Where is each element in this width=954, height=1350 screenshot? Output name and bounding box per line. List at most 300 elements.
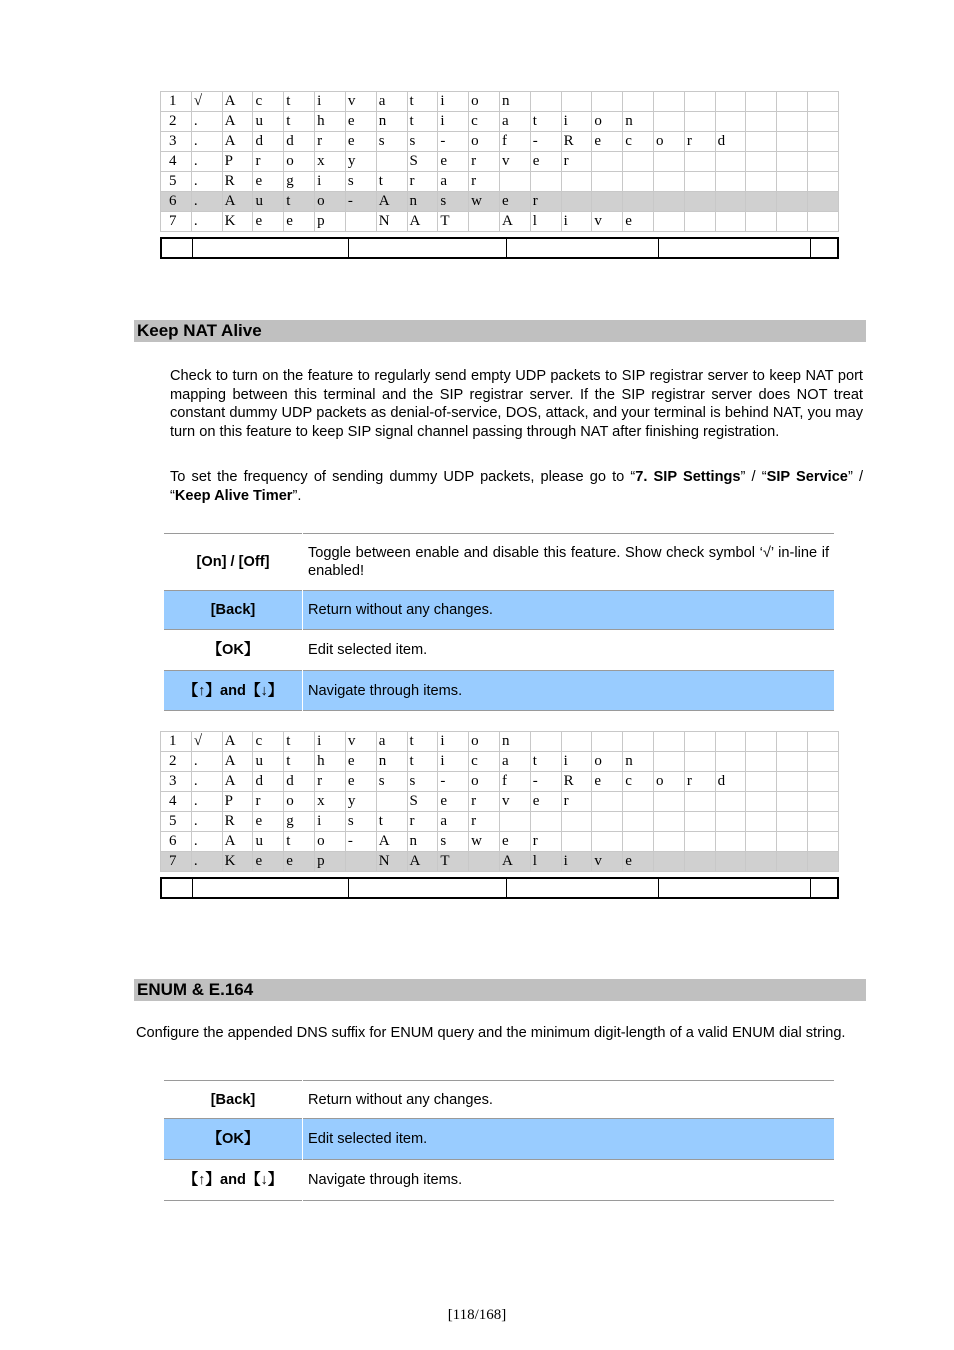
menu-char-cell: e [345, 772, 376, 792]
menu-char-cell: i [315, 812, 346, 832]
menu-char-cell [808, 832, 839, 852]
menu-char-cell: d [253, 772, 284, 792]
menu-char-cell [654, 112, 685, 132]
menu-char-cell [808, 772, 839, 792]
menu-char-cell: e [253, 852, 284, 872]
menu-char-cell: v [345, 732, 376, 752]
menu-char-cell [715, 212, 746, 232]
key-name: [Back] [164, 591, 303, 630]
menu-char-cell [592, 812, 623, 832]
menu-char-cell: a [376, 92, 407, 112]
menu-char-cell [592, 152, 623, 172]
menu-char-cell [746, 112, 777, 132]
menu-char-cell: N [376, 212, 407, 232]
menu-char-cell: l [530, 852, 561, 872]
menu-char-cell [654, 752, 685, 772]
menu-char-cell: c [253, 732, 284, 752]
menu-char-cell [715, 732, 746, 752]
menu-char-cell: A [222, 92, 253, 112]
menu-char-cell: e [438, 152, 469, 172]
menu-char-cell: 2 [161, 112, 192, 132]
menu-char-cell: v [499, 152, 530, 172]
menu-char-cell [715, 752, 746, 772]
menu-char-cell: T [438, 212, 469, 232]
menu-char-cell [654, 92, 685, 112]
menu-char-cell: A [222, 772, 253, 792]
menu-char-cell: v [499, 792, 530, 812]
menu-char-cell: s [407, 772, 438, 792]
menu-char-cell: t [407, 92, 438, 112]
menu-char-cell: d [715, 132, 746, 152]
menu-char-cell: A [222, 132, 253, 152]
menu-char-cell [746, 132, 777, 152]
keep-nat-description: Check to turn on the feature to regularly send empty UDP packets to SIP registrar server to keep NAT port mapping between this terminal and the SIP registrar server. If the SIP registrar server does NOT treat constant dummy UDP packets as denial-of-service, DOS, attack, and your terminal is behind NAT, you may turn on this feature to keep SIP signal channel passing through NAT after finishing registration. [170, 368, 863, 440]
menu-char-cell: r [407, 812, 438, 832]
menu-char-cell [777, 92, 808, 112]
menu-char-cell: s [345, 812, 376, 832]
menu-char-cell [746, 172, 777, 192]
menu-char-cell [746, 852, 777, 872]
menu-char-cell: P [222, 152, 253, 172]
menu-char-cell: i [315, 172, 346, 192]
key-row [164, 591, 834, 630]
menu-char-cell: √ [191, 732, 222, 752]
menu-char-cell: e [345, 112, 376, 132]
menu-char-cell [777, 852, 808, 872]
menu-char-cell: A [376, 832, 407, 852]
menu-char-cell [808, 132, 839, 152]
menu-char-cell: i [561, 852, 592, 872]
freq-sep: ” / “ [740, 469, 767, 485]
menu-char-cell [345, 212, 376, 232]
section-title-keep-nat: Keep NAT Alive [134, 320, 866, 342]
menu-char-cell: 1 [161, 92, 192, 112]
menu-char-cell [746, 212, 777, 232]
menu-char-cell [561, 812, 592, 832]
menu-char-cell: n [623, 752, 654, 772]
menu-char-cell [808, 732, 839, 752]
menu-char-cell: r [561, 792, 592, 812]
menu-char-cell [684, 192, 715, 212]
menu-char-cell: K [222, 212, 253, 232]
menu-row [161, 852, 839, 872]
menu-char-cell [345, 852, 376, 872]
menu-char-cell [777, 152, 808, 172]
menu-char-cell: 5 [161, 812, 192, 832]
menu-char-cell: s [438, 192, 469, 212]
menu-char-cell: r [684, 772, 715, 792]
menu-char-cell: t [284, 732, 315, 752]
menu-char-cell [561, 172, 592, 192]
menu-row [161, 772, 839, 792]
menu-char-cell [469, 852, 500, 872]
menu-char-cell: r [253, 152, 284, 172]
lcd-menu-2 [160, 731, 839, 872]
menu-char-cell: . [191, 212, 222, 232]
menu-char-cell [592, 172, 623, 192]
menu-char-cell [654, 812, 685, 832]
menu-char-cell: n [623, 112, 654, 132]
menu-char-cell: - [530, 132, 561, 152]
key-row [164, 630, 834, 671]
menu-char-cell [592, 792, 623, 812]
menu-char-cell: e [623, 212, 654, 232]
menu-char-cell: c [253, 92, 284, 112]
menu-char-cell: a [376, 732, 407, 752]
menu-char-cell: e [284, 852, 315, 872]
key-name: 【OK】 [164, 630, 303, 671]
menu-char-cell: i [438, 732, 469, 752]
key-description: Return without any changes. [308, 1091, 493, 1108]
menu-char-cell: t [284, 92, 315, 112]
menu-char-cell: o [284, 152, 315, 172]
menu-char-cell [623, 792, 654, 812]
softkey-cell [349, 879, 507, 897]
menu-char-cell: r [684, 132, 715, 152]
menu-char-cell: f [499, 132, 530, 152]
menu-char-cell: o [654, 132, 685, 152]
menu-char-cell: i [561, 112, 592, 132]
menu-char-cell [715, 832, 746, 852]
menu-char-cell: S [407, 152, 438, 172]
menu-char-cell: t [284, 832, 315, 852]
menu-char-cell: A [222, 112, 253, 132]
menu-char-cell [561, 192, 592, 212]
menu-char-cell: i [561, 752, 592, 772]
menu-char-cell: i [315, 732, 346, 752]
menu-char-cell [746, 772, 777, 792]
keep-nat-key-table [164, 533, 834, 711]
menu-char-cell [777, 112, 808, 132]
menu-char-cell: r [469, 812, 500, 832]
menu-char-cell: e [530, 152, 561, 172]
menu-char-cell: s [345, 172, 376, 192]
menu-char-cell: n [499, 92, 530, 112]
menu-char-cell: n [376, 112, 407, 132]
menu-char-cell [808, 792, 839, 812]
menu-char-cell [684, 752, 715, 772]
menu-char-cell: . [191, 772, 222, 792]
softkey-cell [193, 879, 349, 897]
freq-path-sip-settings: 7. SIP Settings [635, 469, 741, 485]
menu-char-cell: 2 [161, 752, 192, 772]
key-description: Toggle between enable and disable this feature. Show check symbol ‘√’ in-line if enabled! [308, 545, 829, 579]
softkey-cell [507, 239, 659, 257]
menu-char-cell [654, 192, 685, 212]
menu-char-cell: 3 [161, 772, 192, 792]
menu-char-cell: e [253, 172, 284, 192]
key-row [164, 1081, 834, 1119]
softkey-cell [162, 239, 193, 257]
menu-char-cell: p [315, 852, 346, 872]
menu-char-cell: c [623, 772, 654, 792]
menu-char-cell [684, 812, 715, 832]
menu-char-cell [808, 812, 839, 832]
menu-char-cell [715, 852, 746, 872]
menu-char-cell: t [284, 112, 315, 132]
menu-char-cell [777, 172, 808, 192]
menu-char-cell: A [376, 192, 407, 212]
menu-char-cell [499, 172, 530, 192]
menu-char-cell: e [623, 852, 654, 872]
menu-char-cell [561, 92, 592, 112]
menu-char-cell: . [191, 112, 222, 132]
menu-char-cell: d [284, 132, 315, 152]
menu-char-cell [746, 152, 777, 172]
key-name: 【↑】and【↓】 [164, 1160, 303, 1201]
menu-char-cell [684, 852, 715, 872]
menu-char-cell: i [438, 752, 469, 772]
menu-char-cell [499, 812, 530, 832]
menu-char-cell: . [191, 132, 222, 152]
menu-char-cell: R [222, 172, 253, 192]
menu-char-cell [777, 752, 808, 772]
menu-char-cell [469, 212, 500, 232]
menu-char-cell: d [253, 132, 284, 152]
menu-char-cell: e [345, 752, 376, 772]
menu-char-cell: e [253, 812, 284, 832]
menu-char-cell: v [345, 92, 376, 112]
menu-char-cell: s [376, 132, 407, 152]
menu-char-cell [684, 152, 715, 172]
menu-char-cell: s [376, 772, 407, 792]
key-description: Edit selected item. [308, 642, 428, 658]
menu-char-cell [561, 832, 592, 852]
menu-char-cell [623, 732, 654, 752]
menu-char-cell: . [191, 812, 222, 832]
menu-row [161, 752, 839, 772]
menu-char-cell [561, 732, 592, 752]
menu-char-cell [654, 152, 685, 172]
menu-char-cell [715, 152, 746, 172]
menu-char-cell: r [407, 172, 438, 192]
key-name: 【OK】 [164, 1119, 303, 1160]
menu-char-cell [808, 192, 839, 212]
menu-char-cell: v [592, 212, 623, 232]
menu-char-cell: A [222, 752, 253, 772]
menu-char-cell: r [469, 172, 500, 192]
menu-char-cell: s [438, 832, 469, 852]
menu-char-cell [715, 172, 746, 192]
menu-char-cell: . [191, 172, 222, 192]
menu-char-cell: A [222, 732, 253, 752]
menu-char-cell: i [315, 92, 346, 112]
menu-char-cell: i [438, 92, 469, 112]
menu-char-cell: T [438, 852, 469, 872]
menu-char-cell: t [376, 172, 407, 192]
menu-char-cell: o [592, 752, 623, 772]
menu-char-cell: o [654, 772, 685, 792]
menu-char-cell: 7 [161, 852, 192, 872]
menu-char-cell: u [253, 832, 284, 852]
softkey-cell [811, 239, 837, 257]
menu-char-cell: d [284, 772, 315, 792]
menu-char-cell: R [561, 132, 592, 152]
menu-char-cell [777, 792, 808, 812]
menu-char-cell: t [530, 752, 561, 772]
key-description: Navigate through items. [308, 1172, 463, 1188]
menu-char-cell [777, 772, 808, 792]
menu-char-cell: a [438, 812, 469, 832]
menu-char-cell [746, 192, 777, 212]
menu-char-cell [715, 112, 746, 132]
menu-char-cell: A [222, 192, 253, 212]
menu-char-cell [684, 172, 715, 192]
menu-char-cell: r [253, 792, 284, 812]
menu-char-cell: - [438, 772, 469, 792]
menu-char-cell: N [376, 852, 407, 872]
menu-char-cell: - [345, 192, 376, 212]
key-name: 【↑】and【↓】 [164, 671, 303, 711]
menu-char-cell [376, 792, 407, 812]
menu-char-cell: u [253, 192, 284, 212]
key-description: Navigate through items. [303, 671, 835, 711]
menu-char-cell: . [191, 832, 222, 852]
menu-char-cell: s [407, 132, 438, 152]
menu-char-cell: t [407, 752, 438, 772]
menu-char-cell: 4 [161, 792, 192, 812]
menu-char-cell [623, 92, 654, 112]
menu-char-cell [530, 172, 561, 192]
menu-char-cell: a [438, 172, 469, 192]
menu-char-cell: u [253, 752, 284, 772]
menu-char-cell: . [191, 792, 222, 812]
menu-char-cell: r [315, 132, 346, 152]
menu-char-cell: o [469, 132, 500, 152]
menu-char-cell [684, 832, 715, 852]
menu-char-cell: c [469, 752, 500, 772]
menu-char-cell [376, 152, 407, 172]
menu-row [161, 732, 839, 752]
menu-char-cell: c [623, 132, 654, 152]
menu-char-cell [808, 752, 839, 772]
menu-char-cell: S [407, 792, 438, 812]
menu-char-cell: a [499, 752, 530, 772]
key-description: Edit selected item. [303, 1119, 835, 1160]
menu-char-cell: g [284, 172, 315, 192]
page-number: [118/168] [447, 1307, 507, 1323]
menu-char-cell: A [222, 832, 253, 852]
lcd-menu-1 [160, 91, 839, 232]
menu-char-cell: 7 [161, 212, 192, 232]
menu-char-cell [623, 832, 654, 852]
menu-char-cell [746, 92, 777, 112]
menu-char-cell: e [345, 132, 376, 152]
menu-char-cell [684, 92, 715, 112]
menu-char-cell [746, 732, 777, 752]
menu-char-cell [623, 172, 654, 192]
menu-char-cell: K [222, 852, 253, 872]
menu-char-cell: - [438, 132, 469, 152]
menu-char-cell: e [253, 212, 284, 232]
menu-char-cell [530, 812, 561, 832]
menu-char-cell: o [469, 772, 500, 792]
menu-char-cell: o [469, 732, 500, 752]
menu-char-cell [592, 732, 623, 752]
menu-char-cell: t [407, 112, 438, 132]
menu-char-cell [746, 832, 777, 852]
menu-char-cell: t [376, 812, 407, 832]
menu-char-cell: e [499, 832, 530, 852]
menu-char-cell [715, 192, 746, 212]
freq-sep: ” / “ [170, 469, 863, 504]
freq-suffix: ”. [292, 487, 302, 504]
menu-char-cell: i [561, 212, 592, 232]
key-name: [On] / [Off] [164, 534, 303, 591]
menu-char-cell: A [499, 212, 530, 232]
menu-char-cell: r [530, 832, 561, 852]
menu-char-cell [592, 92, 623, 112]
menu-char-cell [777, 212, 808, 232]
menu-row [161, 152, 839, 172]
softkey-cell [507, 879, 659, 897]
menu-char-cell: A [499, 852, 530, 872]
menu-char-cell [808, 852, 839, 872]
menu-row [161, 112, 839, 132]
menu-row [161, 172, 839, 192]
freq-prefix: To set the frequency of sending dummy UDP packets, please go to “ [170, 469, 636, 485]
freq-path-sip-service: SIP Service [766, 469, 848, 485]
menu-row [161, 132, 839, 152]
menu-char-cell: . [191, 192, 222, 212]
menu-row [161, 212, 839, 232]
menu-char-cell: x [315, 152, 346, 172]
menu-char-cell [777, 192, 808, 212]
menu-char-cell [623, 152, 654, 172]
menu-char-cell: t [407, 732, 438, 752]
menu-char-cell: - [530, 772, 561, 792]
section-title-enum: ENUM & E.164 [134, 979, 866, 1001]
key-description: Return without any changes. [303, 591, 835, 630]
key-row [164, 1160, 834, 1201]
menu-char-cell: o [315, 832, 346, 852]
menu-char-cell: w [469, 832, 500, 852]
menu-char-cell [592, 832, 623, 852]
menu-char-cell [746, 812, 777, 832]
lcd-softkey-bar-1 [160, 237, 839, 259]
menu-char-cell: 5 [161, 172, 192, 192]
softkey-cell [659, 879, 811, 897]
menu-char-cell [654, 832, 685, 852]
menu-char-cell: y [345, 152, 376, 172]
menu-row [161, 192, 839, 212]
menu-char-cell: f [499, 772, 530, 792]
menu-char-cell: t [284, 192, 315, 212]
menu-char-cell [808, 212, 839, 232]
menu-char-cell: r [469, 792, 500, 812]
menu-char-cell [623, 812, 654, 832]
menu-char-cell: e [592, 132, 623, 152]
menu-char-cell: P [222, 792, 253, 812]
menu-char-cell: l [530, 212, 561, 232]
menu-char-cell [654, 172, 685, 192]
enum-key-table [164, 1080, 834, 1201]
menu-char-cell: n [407, 192, 438, 212]
menu-char-cell [654, 732, 685, 752]
menu-char-cell [592, 192, 623, 212]
menu-char-cell [777, 812, 808, 832]
menu-char-cell: r [561, 152, 592, 172]
menu-char-cell: o [284, 792, 315, 812]
menu-char-cell: i [438, 112, 469, 132]
menu-char-cell: . [191, 852, 222, 872]
menu-char-cell: - [345, 832, 376, 852]
menu-char-cell: g [284, 812, 315, 832]
menu-char-cell: p [315, 212, 346, 232]
menu-char-cell: t [284, 752, 315, 772]
menu-char-cell [715, 92, 746, 112]
menu-char-cell [623, 192, 654, 212]
